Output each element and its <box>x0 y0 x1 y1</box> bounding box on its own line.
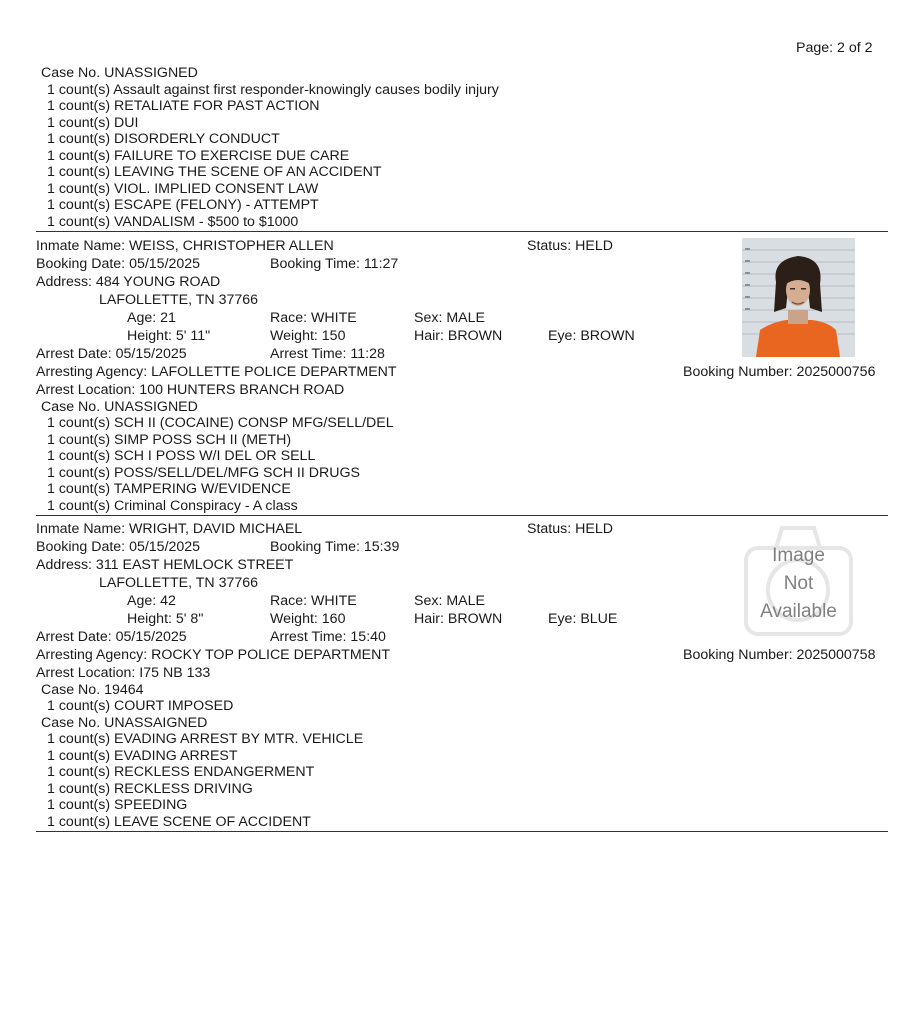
age: Age: 42 <box>127 593 176 609</box>
booking-date: Booking Date: 05/15/2025 <box>36 256 201 272</box>
arrest-time: Arrest Time: 11:28 <box>270 346 385 362</box>
charge-line: 1 count(s) SIMP POSS SCH II (METH) <box>47 432 292 448</box>
arresting-agency: Arresting Agency: ROCKY TOP POLICE DEPARTMENT <box>36 647 391 663</box>
charge-line: 1 count(s) EVADING ARREST <box>47 748 238 764</box>
address-line: Address: 311 EAST HEMLOCK STREET <box>36 557 294 573</box>
inmate-name: Inmate Name: WEISS, CHRISTOPHER ALLEN <box>36 238 334 254</box>
arrest-date: Arrest Date: 05/15/2025 <box>36 629 187 645</box>
arrest-location: Arrest Location: I75 NB 133 <box>36 665 211 681</box>
inmate-name: Inmate Name: WRIGHT, DAVID MICHAEL <box>36 521 303 537</box>
inmate-status: Status: HELD <box>527 238 613 254</box>
charge-line: 1 count(s) DUI <box>47 115 139 131</box>
weight: Weight: 160 <box>270 611 346 627</box>
placeholder-text: Not <box>783 573 814 594</box>
hair: Hair: BROWN <box>414 328 503 344</box>
arrest-date: Arrest Date: 05/15/2025 <box>36 346 187 362</box>
charge-line: 1 count(s) COURT IMPOSED <box>47 698 234 714</box>
charge-line: 1 count(s) Criminal Conspiracy - A class <box>47 498 298 514</box>
placeholder-text: Available <box>760 601 837 622</box>
age: Age: 21 <box>127 310 176 326</box>
section-divider <box>36 831 888 832</box>
booking-date: Booking Date: 05/15/2025 <box>36 539 201 555</box>
charge-line: 1 count(s) SCH I POSS W/I DEL OR SELL <box>47 448 316 464</box>
case-number: Case No. UNASSIGNED <box>41 65 198 81</box>
page-number: Page: 2 of 2 <box>796 40 873 56</box>
case-number: Case No. UNASSIGNED <box>41 399 198 415</box>
charge-line: 1 count(s) EVADING ARREST BY MTR. VEHICLE <box>47 731 364 747</box>
charge-line: 1 count(s) SPEEDING <box>47 797 188 813</box>
charge-line: 1 count(s) DISORDERLY CONDUCT <box>47 131 280 147</box>
charge-line: 1 count(s) VANDALISM - $500 to $1000 <box>47 214 299 230</box>
eye: Eye: BROWN <box>548 328 635 344</box>
charge-line: 1 count(s) RETALIATE FOR PAST ACTION <box>47 98 320 114</box>
case-number: Case No. 19464 <box>41 682 144 698</box>
charge-line: 1 count(s) FAILURE TO EXERCISE DUE CARE <box>47 148 350 164</box>
charge-line: 1 count(s) LEAVE SCENE OF ACCIDENT <box>47 814 311 830</box>
address-city: LAFOLLETTE, TN 37766 <box>99 292 259 308</box>
sex: Sex: MALE <box>414 593 485 609</box>
placeholder-text: Image <box>772 545 825 566</box>
mugshot-photo <box>742 238 855 357</box>
arrest-location: Arrest Location: 100 HUNTERS BRANCH ROAD <box>36 382 345 398</box>
booking-number: Booking Number: 2025000756 <box>683 364 876 380</box>
charge-line: 1 count(s) POSS/SELL/DEL/MFG SCH II DRUGS <box>47 465 360 481</box>
inmate-status: Status: HELD <box>527 521 613 537</box>
charge-line: 1 count(s) TAMPERING W/EVIDENCE <box>47 481 291 497</box>
hair: Hair: BROWN <box>414 611 503 627</box>
section-divider <box>36 515 888 516</box>
booking-time: Booking Time: 15:39 <box>270 539 400 555</box>
arresting-agency: Arresting Agency: LAFOLLETTE POLICE DEPARTMENT <box>36 364 397 380</box>
address-city: LAFOLLETTE, TN 37766 <box>99 575 259 591</box>
booking-time: Booking Time: 11:27 <box>270 256 399 272</box>
height: Height: 5' 8" <box>127 611 204 627</box>
race: Race: WHITE <box>270 593 357 609</box>
booking-number: Booking Number: 2025000758 <box>683 647 876 663</box>
charge-line: 1 count(s) RECKLESS DRIVING <box>47 781 253 797</box>
case-number: Case No. UNASSAIGNED <box>41 715 208 731</box>
sex: Sex: MALE <box>414 310 485 326</box>
eye: Eye: BLUE <box>548 611 618 627</box>
charge-line: 1 count(s) LEAVING THE SCENE OF AN ACCIDENT <box>47 164 382 180</box>
charge-line: 1 count(s) VIOL. IMPLIED CONSENT LAW <box>47 181 319 197</box>
arrest-time: Arrest Time: 15:40 <box>270 629 386 645</box>
section-divider <box>36 231 888 232</box>
charge-line: 1 count(s) RECKLESS ENDANGERMENT <box>47 764 315 780</box>
charge-line: 1 count(s) SCH II (COCAINE) CONSP MFG/SELL/DEL <box>47 415 394 431</box>
weight: Weight: 150 <box>270 328 346 344</box>
height: Height: 5' 11" <box>127 328 211 344</box>
race: Race: WHITE <box>270 310 357 326</box>
address-line: Address: 484 YOUNG ROAD <box>36 274 221 290</box>
image-not-available-placeholder <box>742 522 855 639</box>
charge-line: 1 count(s) Assault against first responder-knowingly causes bodily injury <box>47 82 499 98</box>
charge-line: 1 count(s) ESCAPE (FELONY) - ATTEMPT <box>47 197 319 213</box>
